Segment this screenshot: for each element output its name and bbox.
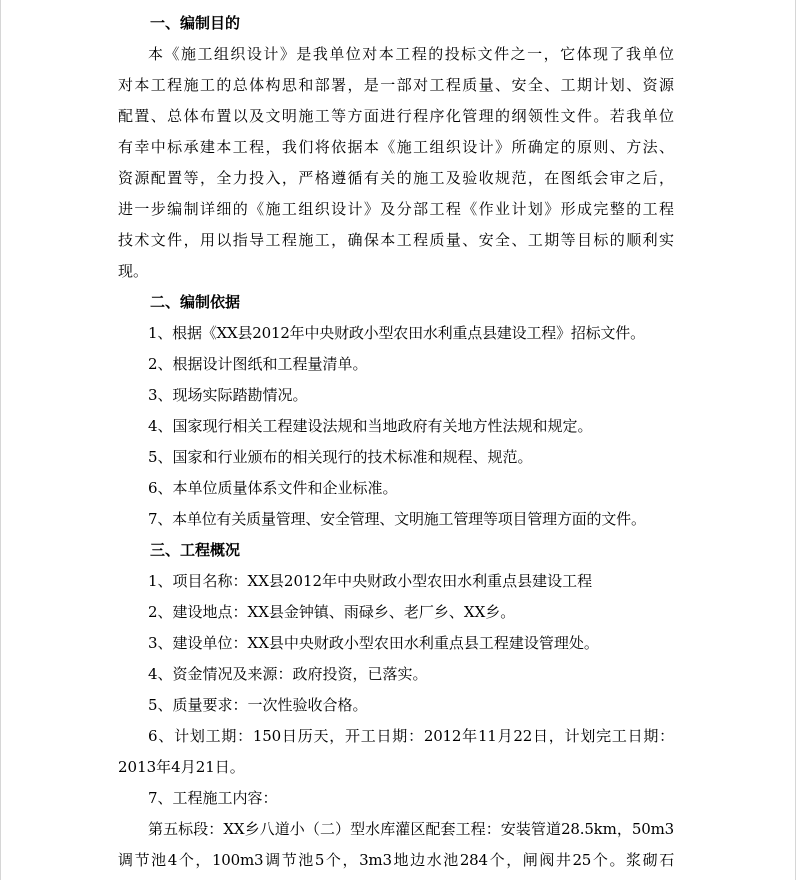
list-item: 1、根据《XX县2012年中央财政小型农田水利重点县建设工程》招标文件。 <box>148 324 645 342</box>
paragraph-line: 有幸中标承建本工程，我们将依据本《施工组织设计》所确定的原则、方法、 <box>118 138 674 156</box>
section-heading-basis: 二、编制依据 <box>150 293 241 311</box>
paragraph-line: 第五标段：XX乡八道小（二）型水库灌区配套工程：安装管道28.5km，50m3 <box>148 820 674 838</box>
paragraph-line: 对本工程施工的总体构思和部署，是一部对工程质量、安全、工期计划、资源 <box>118 76 674 94</box>
paragraph-line: 配置、总体布置以及文明施工等方面进行程序化管理的纲领性文件。若我单位 <box>118 107 674 125</box>
list-item: 6、计划工期：150日历天，开工日期：2012年11月22日，计划完工日期： <box>148 727 674 745</box>
list-item: 7、本单位有关质量管理、安全管理、文明施工管理等项目管理方面的文件。 <box>148 510 646 528</box>
paragraph-line: 技术文件，用以指导工程施工，确保本工程质量、安全、工期等目标的顺利实 <box>118 231 674 249</box>
paragraph-line: 本《施工组织设计》是我单位对本工程的投标文件之一，它体现了我单位 <box>148 45 674 63</box>
paragraph-line: 资源配置等，全力投入，严格遵循有关的施工及验收规范，在图纸会审之后， <box>118 169 674 187</box>
paragraph-line: 调节池4个，100m3调节池5个，3m3地边水池284个，闸阀井25个。浆砌石 <box>118 851 674 869</box>
list-item: 3、现场实际踏勘情况。 <box>148 386 308 404</box>
document-body <box>118 8 674 876</box>
section-heading-purpose: 一、编制目的 <box>150 14 241 32</box>
paragraph-line: 进一步编制详细的《施工组织设计》及分部工程《作业计划》形成完整的工程 <box>118 200 674 218</box>
page-left-border <box>0 0 1 880</box>
list-item: 4、资金情况及来源：政府投资，已落实。 <box>148 665 428 683</box>
list-item-continuation: 2013年4月21日。 <box>118 758 245 776</box>
list-item: 5、国家和行业颁布的相关现行的技术标准和规程、规范。 <box>148 448 533 466</box>
paragraph-line: 现。 <box>118 262 149 280</box>
list-item: 7、工程施工内容： <box>148 789 278 807</box>
list-item: 1、项目名称：XX县2012年中央财政小型农田水利重点县建设工程 <box>148 572 593 590</box>
list-item: 2、建设地点：XX县金钟镇、雨碌乡、老厂乡、XX乡。 <box>148 603 516 621</box>
list-item: 4、国家现行相关工程建设法规和当地政府有关地方性法规和规定。 <box>148 417 593 435</box>
list-item: 2、根据设计图纸和工程量清单。 <box>148 355 368 373</box>
list-item: 5、质量要求：一次性验收合格。 <box>148 696 368 714</box>
list-item: 3、建设单位：XX县中央财政小型农田水利重点县工程建设管理处。 <box>148 634 599 652</box>
section-heading-overview: 三、工程概况 <box>150 541 241 559</box>
list-item: 6、本单位质量体系文件和企业标准。 <box>148 479 398 497</box>
